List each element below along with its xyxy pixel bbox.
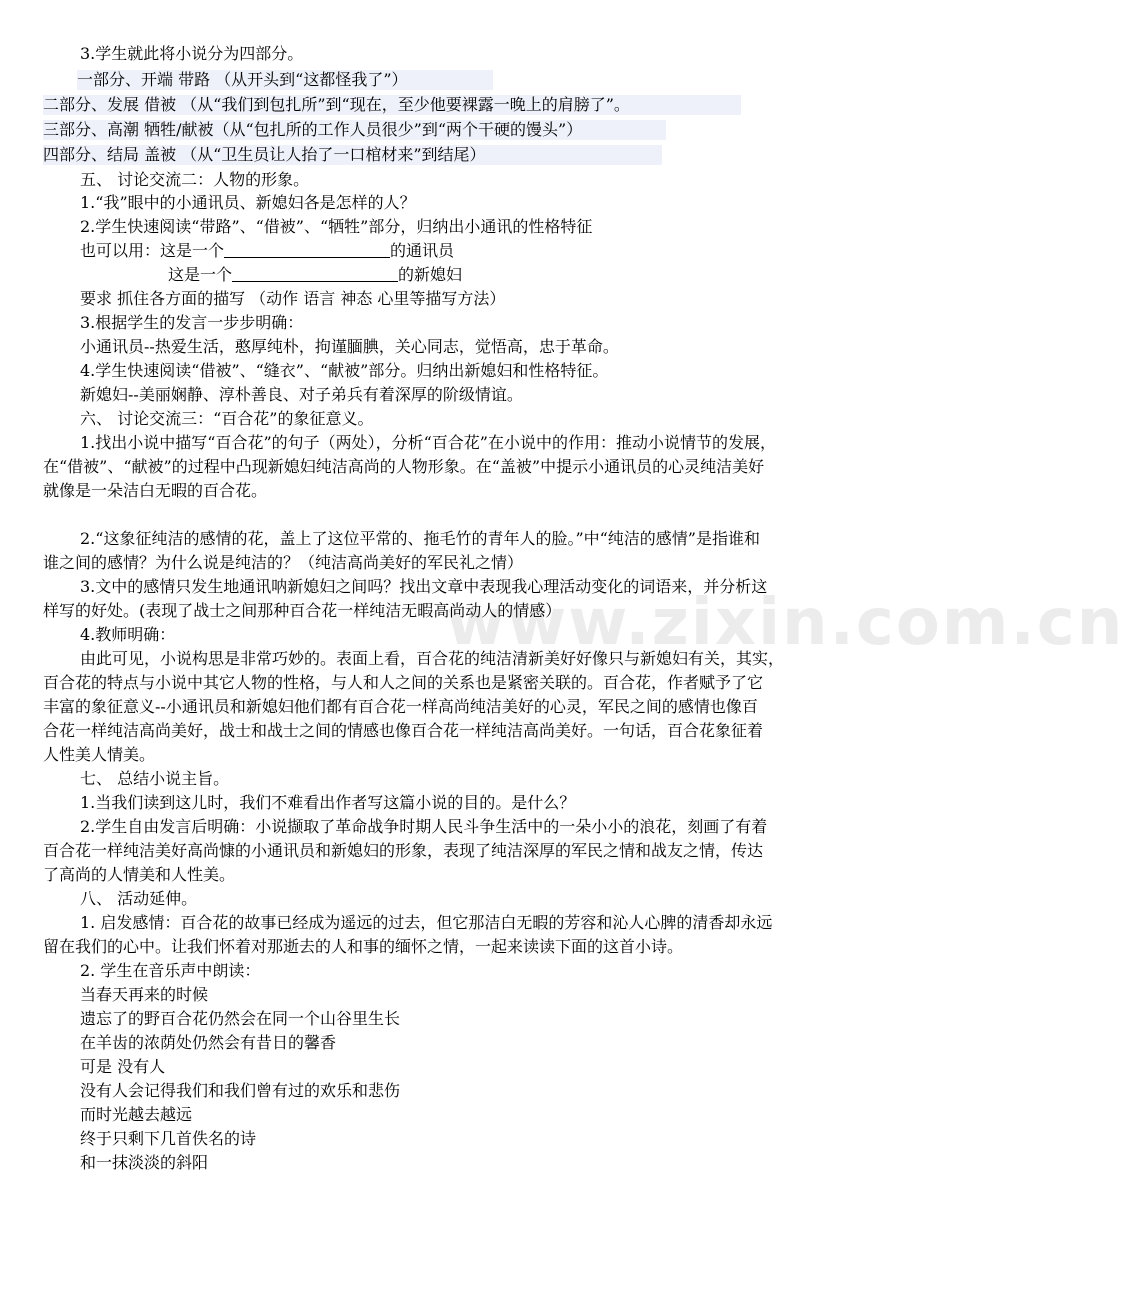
section-heading: 八、 活动延伸。 xyxy=(80,889,198,908)
poem-line: 而时光越去越远 xyxy=(80,1105,193,1124)
text-line-highlighted: 二部分、发展 借被 （从“我们到包扎所”到“现在，至少他要裸露一晚上的肩膀了”。 xyxy=(43,95,741,115)
poem-line: 可是 没有人 xyxy=(80,1057,166,1076)
text-line: 丰富的象征意义--小通讯员和新媳妇他们都有百合花一样高尚纯洁美好的心灵，军民之间的感情也像百 xyxy=(43,697,758,716)
text-line: 在“借被”、“献被”的过程中凸现新媳妇纯洁高尚的人物形象。在“盖被”中提示小通讯员的心灵纯洁美好 xyxy=(43,457,765,476)
poem-line: 在羊齿的浓荫处仍然会有昔日的馨香 xyxy=(80,1033,337,1052)
text-line: 4.教师明确： xyxy=(80,625,176,644)
text-line: 人性美人情美。 xyxy=(43,745,156,764)
text-line: 2.学生快速阅读“带路”、“借被”、“牺牲”部分，归纳出小通讯的性格特征 xyxy=(80,217,593,236)
poem-line: 终于只剩下几首佚名的诗 xyxy=(80,1129,257,1148)
text-line: 就像是一朵洁白无暇的百合花。 xyxy=(43,481,268,500)
text-line: 留在我们的心中。让我们怀着对那逝去的人和事的缅怀之情，一起来读读下面的这首小诗。 xyxy=(43,937,684,956)
text-line: 1.找出小说中描写“百合花”的句子（两处），分析“百合花”在小说中的作用：推动小说情节的发展， xyxy=(80,433,776,452)
text-fragment: 也可以用：这是一个 xyxy=(80,241,225,260)
text-line: 1.“我”眼中的小通讯员、新媳妇各是怎样的人？ xyxy=(80,193,416,212)
text-fragment: 的新媳妇 xyxy=(398,265,463,284)
text-line: 样写的好处。(表现了战士之间那种百合花一样纯洁无暇高尚动人的情感） xyxy=(43,601,562,620)
text-line: 3.学生就此将小说分为四部分。 xyxy=(80,44,304,63)
text-line-highlighted: 一部分、开端 带路 （从开头到“这都怪我了”） xyxy=(77,70,493,90)
blank-underline[interactable] xyxy=(232,265,398,282)
section-heading: 五、 讨论交流二：人物的形象。 xyxy=(80,170,310,189)
blank-underline[interactable] xyxy=(224,241,390,258)
text-line: 2. 学生在音乐声中朗读： xyxy=(80,961,261,980)
text-line: 谁之间的感情？为什么说是纯洁的？（纯洁高尚美好的军民礼之情） xyxy=(43,553,524,572)
text-line: 2.“这象征纯洁的感情的花，盖上了这位平常的、拖毛竹的青年人的脸。”中“纯洁的感情”是指谁和 xyxy=(80,529,760,548)
text-line-highlighted: 四部分、结局 盖被 （从“卫生员让人抬了一口棺材来”到结尾） xyxy=(43,145,662,165)
text-fragment: 的通讯员 xyxy=(390,241,455,260)
text-line: 2.学生自由发言后明确：小说撷取了革命战争时期人民斗争生活中的一朵小小的浪花，刻画了有着 xyxy=(80,817,768,836)
section-heading: 七、 总结小说主旨。 xyxy=(80,769,230,788)
text-line: 百合花一样纯洁美好高尚慷的小通讯员和新媳妇的形象，表现了纯洁深厚的军民之情和战友之情，传达 xyxy=(43,841,764,860)
text-line: 新媳妇--美丽娴静、淳朴善良、对子弟兵有着深厚的阶级情谊。 xyxy=(80,385,523,404)
poem-line: 当春天再来的时候 xyxy=(80,985,209,1004)
text-line: 1.当我们读到这儿时，我们不难看出作者写这篇小说的目的。是什么？ xyxy=(80,793,576,812)
text-line: 4.学生快速阅读“借被”、“缝衣”、“献被”部分。归纳出新媳妇和性格特征。 xyxy=(80,361,609,380)
poem-line: 没有人会记得我们和我们曾有过的欢乐和悲伤 xyxy=(80,1081,401,1100)
fill-blank-line xyxy=(80,241,454,261)
text-fragment: 这是一个 xyxy=(168,265,233,284)
text-line: 由此可见，小说构思是非常巧妙的。表面上看，百合花的纯洁清新美好好像只与新媳妇有关，其实， xyxy=(80,649,785,668)
text-line: 百合花的特点与小说中其它人物的性格，与人和人之间的关系也是紧密关联的。百合花，作者赋予了它 xyxy=(43,673,764,692)
text-line-highlighted: 三部分、高潮 牺牲/献被（从“包扎所的工作人员很少”到“两个干硬的馒头”） xyxy=(43,120,666,140)
text-line: 合花一样纯洁高尚美好，战士和战士之间的情感也像百合花一样纯洁高尚美好。一句话，百合花象征着 xyxy=(43,721,764,740)
poem-line: 遗忘了的野百合花仍然会在同一个山谷里生长 xyxy=(80,1009,401,1028)
section-heading: 六、 讨论交流三：“百合花”的象征意义。 xyxy=(80,409,374,428)
text-line: 3.根据学生的发言一步步明确： xyxy=(80,313,304,332)
poem-line: 和一抹淡淡的斜阳 xyxy=(80,1153,209,1172)
fill-blank-line xyxy=(168,265,462,285)
text-line: 小通讯员--热爱生活，憨厚纯朴，拘谨腼腆，关心同志，觉悟高，忠于革命。 xyxy=(80,337,619,356)
text-line: 了高尚的人情美和人性美。 xyxy=(43,865,236,884)
text-line: 1. 启发感情：百合花的故事已经成为遥远的过去，但它那洁白无暇的芳容和沁人心脾的清香却永远 xyxy=(80,913,773,932)
text-line: 要求 抓住各方面的描写 （动作 语言 神态 心里等描写方法） xyxy=(80,289,506,308)
text-line: 3.文中的感情只发生地通讯呐新媳妇之间吗？找出文章中表现我心理活动变化的词语来，并分析这 xyxy=(80,577,768,596)
watermark: www.zixin.com.cn xyxy=(446,586,1124,660)
